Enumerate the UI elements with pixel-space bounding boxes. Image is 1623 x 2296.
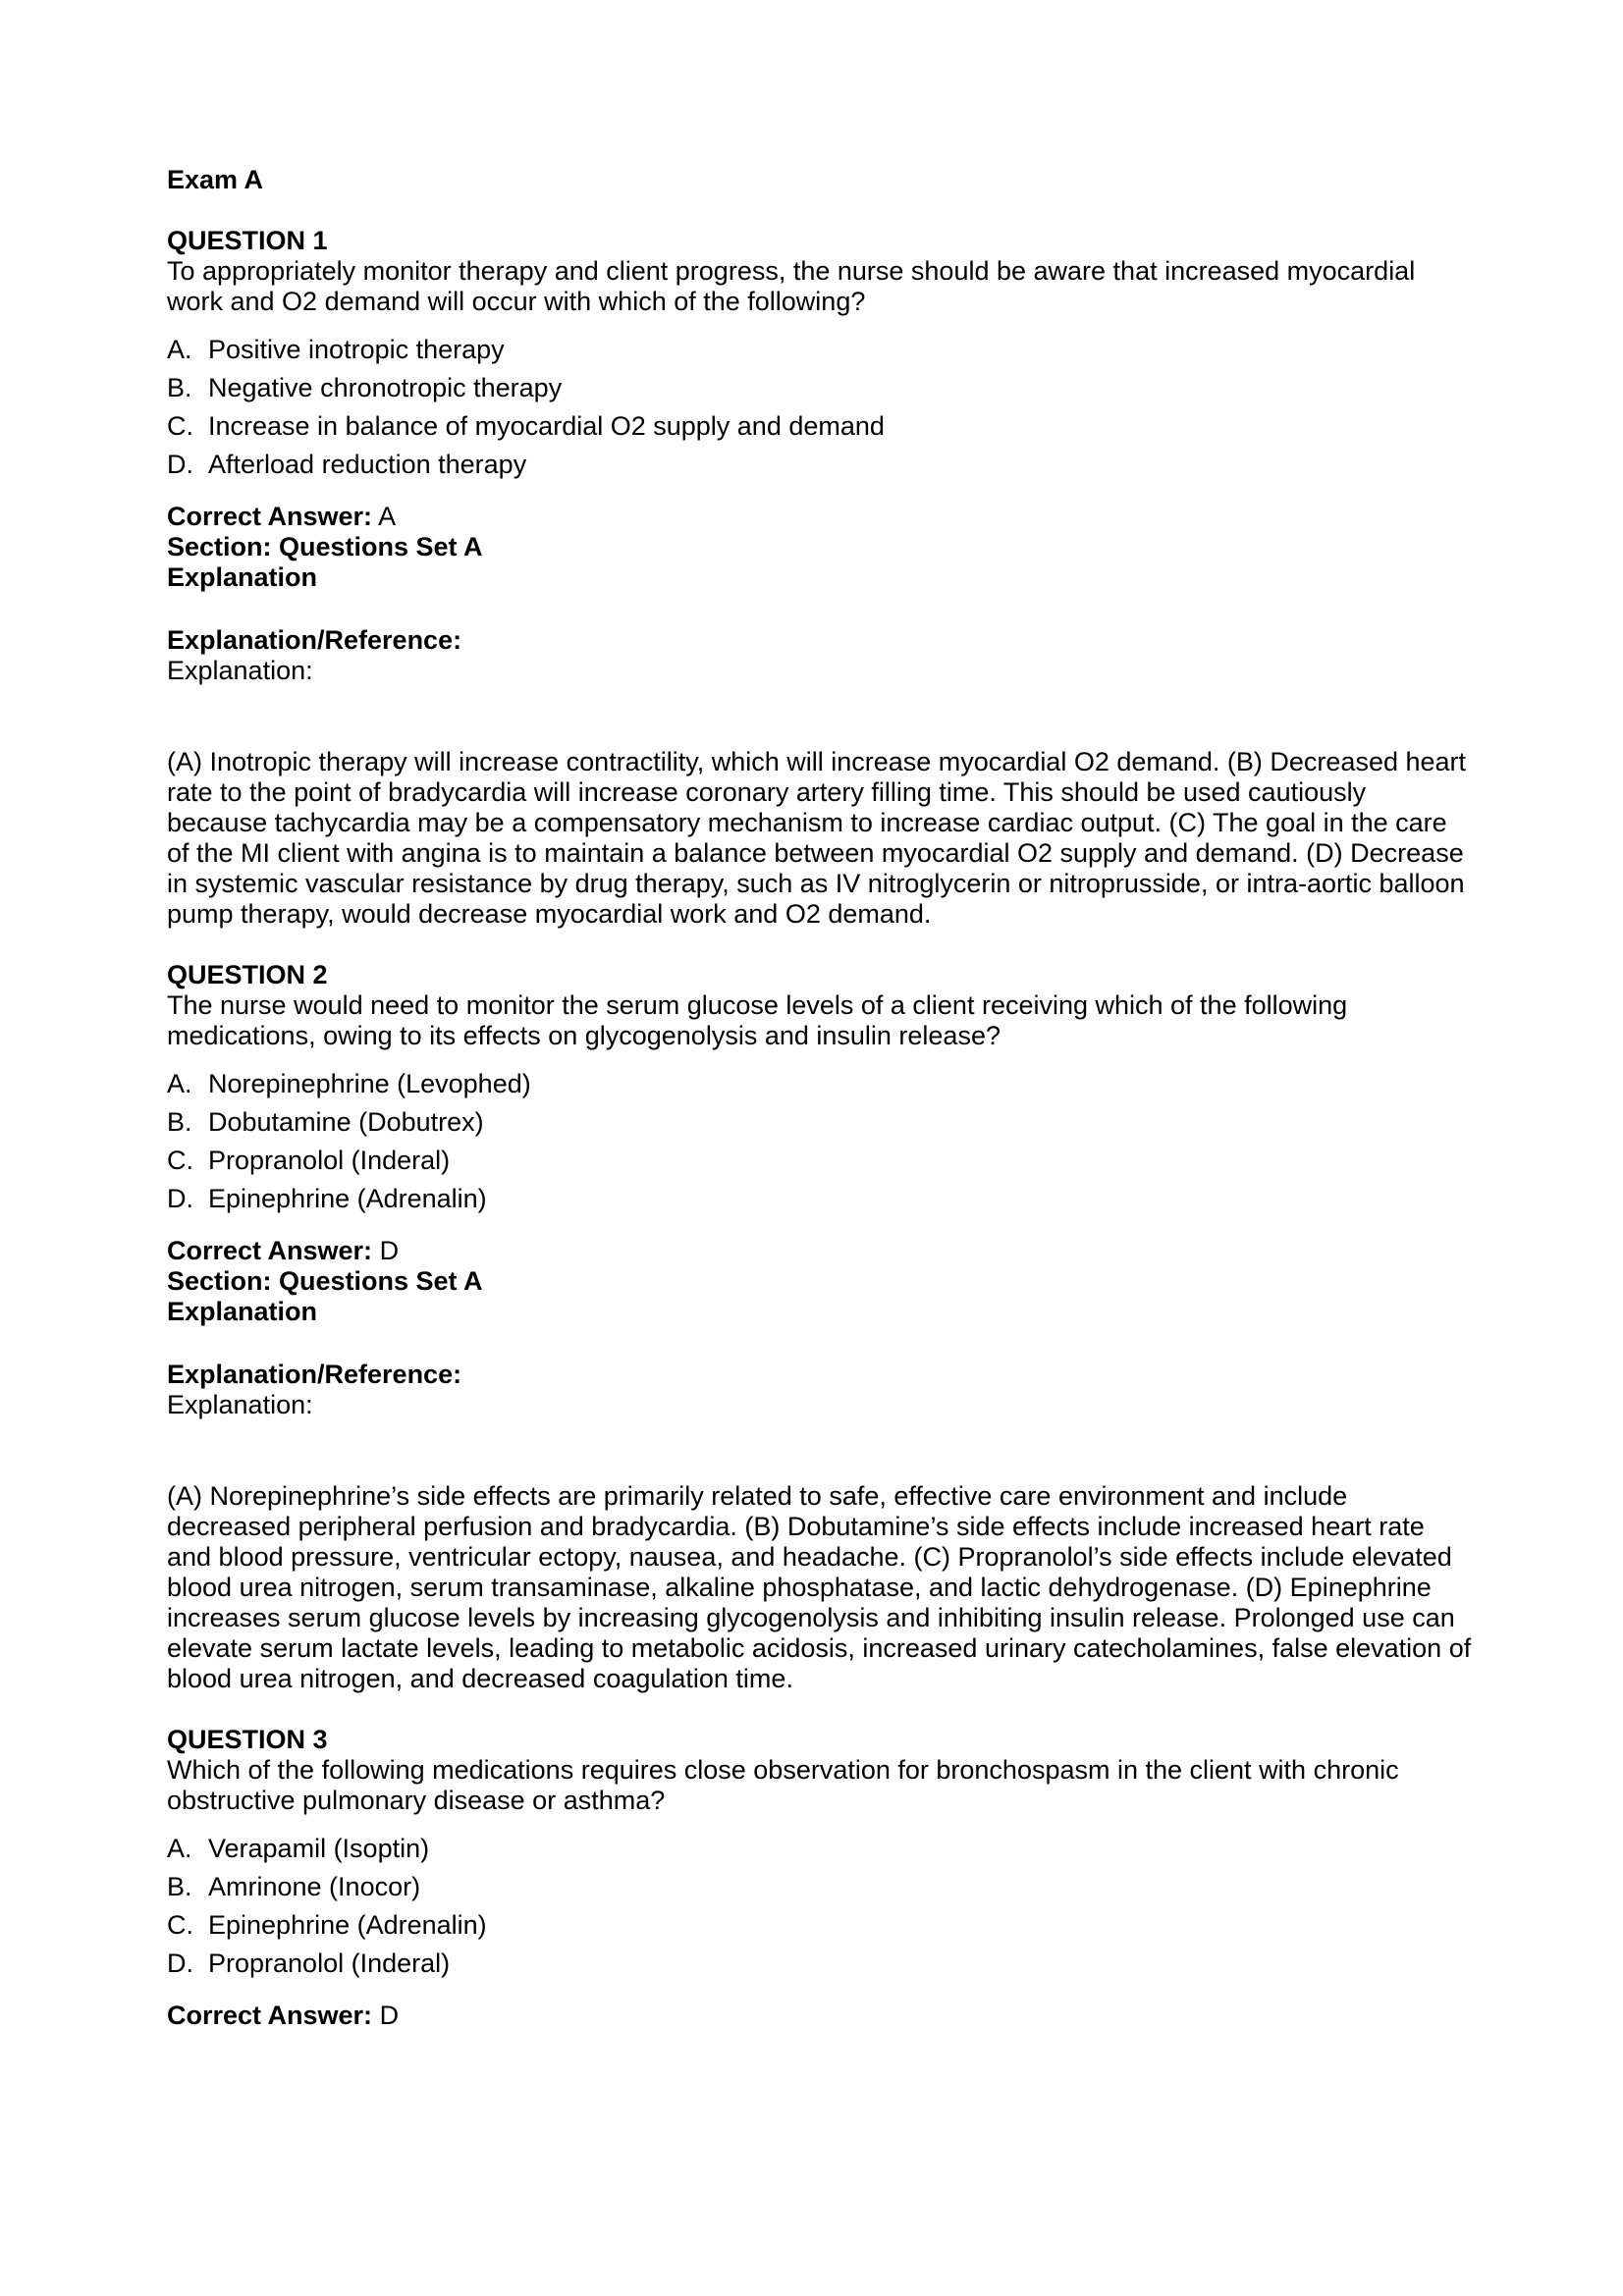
option-d (167, 450, 1473, 480)
question-text: Which of the following medications requires close observation for bronchospasm in the client with chronic obstructive pulmonary disease or asthma? (167, 1755, 1399, 1815)
option-letter: D. (167, 1184, 193, 1213)
option-b (167, 1107, 1473, 1138)
correct-answer-value: A (378, 502, 397, 531)
option-letter: B. (167, 373, 192, 402)
option-text: Increase in balance of myocardial O2 supply and demand (208, 411, 885, 441)
option-letter: A. (167, 335, 192, 364)
explanation-label: Explanation (167, 1297, 318, 1326)
option-letter: C. (167, 1146, 193, 1175)
correct-answer-label: Correct Answer: (167, 2001, 373, 2030)
option-text: Amrinone (Inocor) (208, 1872, 421, 1901)
option-text: Epinephrine (Adrenalin) (208, 1184, 487, 1213)
correct-answer-value: D (379, 1236, 400, 1265)
option-text: Norepinephrine (Levophed) (208, 1069, 531, 1098)
question-1 (167, 226, 1473, 930)
correct-answer-line (167, 2001, 1473, 2031)
answer-meta (167, 502, 1473, 593)
option-text: Positive inotropic therapy (208, 335, 505, 364)
option-b (167, 373, 1473, 403)
option-c (167, 1910, 1473, 1941)
reference-block (167, 625, 1473, 686)
option-text: Verapamil (Isoptin) (208, 1834, 430, 1863)
option-letter: D. (167, 450, 193, 479)
option-text: Epinephrine (Adrenalin) (208, 1910, 487, 1940)
option-text: Negative chronotropic therapy (208, 373, 563, 402)
option-letter: B. (167, 1107, 192, 1137)
option-a (167, 335, 1473, 365)
answer-options (167, 1834, 1473, 1979)
option-c (167, 1146, 1473, 1176)
option-letter: A. (167, 1069, 192, 1098)
option-c (167, 411, 1473, 442)
correct-answer-label: Correct Answer: (167, 502, 373, 531)
section-label: Section: Questions Set A (167, 532, 483, 561)
answer-meta (167, 1236, 1473, 1327)
option-b (167, 1872, 1473, 1902)
option-d (167, 1184, 1473, 1214)
option-a (167, 1069, 1473, 1099)
question-2 (167, 960, 1473, 1694)
explanation-text: (A) Norepinephrine’s side effects are primarily related to safe, effective care environment and include decreased peripheral perfusion and bradycardia. (B) Dobutamine’s side effects include increased heart rate and blood pressure, ventricular ectopy, nausea, and headache. (C) Propranolol’s side effects include elevated blood urea nitrogen, serum transaminase, alkaline phosphatase, and lactic dehydrogenase. (D) Epinephrine increases serum glucose levels by increasing glycogenolysis and inhibiting insulin release. Prolonged use can elevate serum lactate levels, leading to metabolic acidosis, increased urinary catecholamines, false elevation of blood urea nitrogen, and decreased coagulation time. (167, 1481, 1472, 1693)
option-letter: C. (167, 411, 193, 441)
question-text: To appropriately monitor therapy and client progress, the nurse should be aware that increased myocardial work and O2 demand will occur with which of the following? (167, 256, 1416, 316)
option-letter: D. (167, 1949, 193, 1978)
correct-answer-value: D (379, 2001, 400, 2030)
correct-answer-line (167, 502, 1473, 532)
option-text: Afterload reduction therapy (208, 450, 527, 479)
reference-label: Explanation/Reference: (167, 1360, 462, 1389)
question-heading: QUESTION 1 (167, 226, 328, 255)
option-text: Dobutamine (Dobutrex) (208, 1107, 484, 1137)
explanation-label: Explanation (167, 562, 318, 592)
answer-options (167, 335, 1473, 480)
explanation-text: (A) Inotropic therapy will increase contractility, which will increase myocardial O2 demand. (B) Decreased heart rate to the point of bradycardia will increase coronary artery filling time. This should be used cautiously because tachycardia may be a compensatory mechanism to increase cardiac output. (C) The goal in the care of the MI client with angina is to maintain a balance between myocardial O2 supply and demand. (D) Decrease in systemic vascular resistance by drug therapy, such as IV nitroglycerin or nitroprusside, or intra-aortic balloon pump therapy, would decrease myocardial work and O2 demand. (167, 747, 1467, 929)
question-heading: QUESTION 3 (167, 1725, 328, 1754)
reference-sub-label: Explanation: (167, 656, 313, 685)
correct-answer-line (167, 1236, 1473, 1266)
option-letter: B. (167, 1872, 192, 1901)
section-label: Section: Questions Set A (167, 1266, 483, 1296)
option-d (167, 1949, 1473, 1979)
document-page (167, 165, 1473, 2031)
question-heading: QUESTION 2 (167, 960, 328, 989)
correct-answer-label: Correct Answer: (167, 1236, 373, 1265)
option-a (167, 1834, 1473, 1864)
option-letter: C. (167, 1910, 193, 1940)
reference-sub-label: Explanation: (167, 1390, 313, 1419)
option-text: Propranolol (Inderal) (208, 1949, 451, 1978)
reference-label: Explanation/Reference: (167, 625, 462, 655)
option-letter: A. (167, 1834, 192, 1863)
reference-block (167, 1360, 1473, 1420)
answer-meta (167, 2001, 1473, 2031)
spacer (167, 1694, 1473, 1725)
spacer (167, 930, 1473, 960)
answer-options (167, 1069, 1473, 1214)
question-3 (167, 1725, 1473, 2031)
option-text: Propranolol (Inderal) (208, 1146, 451, 1175)
question-text: The nurse would need to monitor the serum glucose levels of a client receiving which of the following medications, owing to its effects on glycogenolysis and insulin release? (167, 990, 1348, 1050)
exam-title: Exam A (167, 165, 264, 194)
